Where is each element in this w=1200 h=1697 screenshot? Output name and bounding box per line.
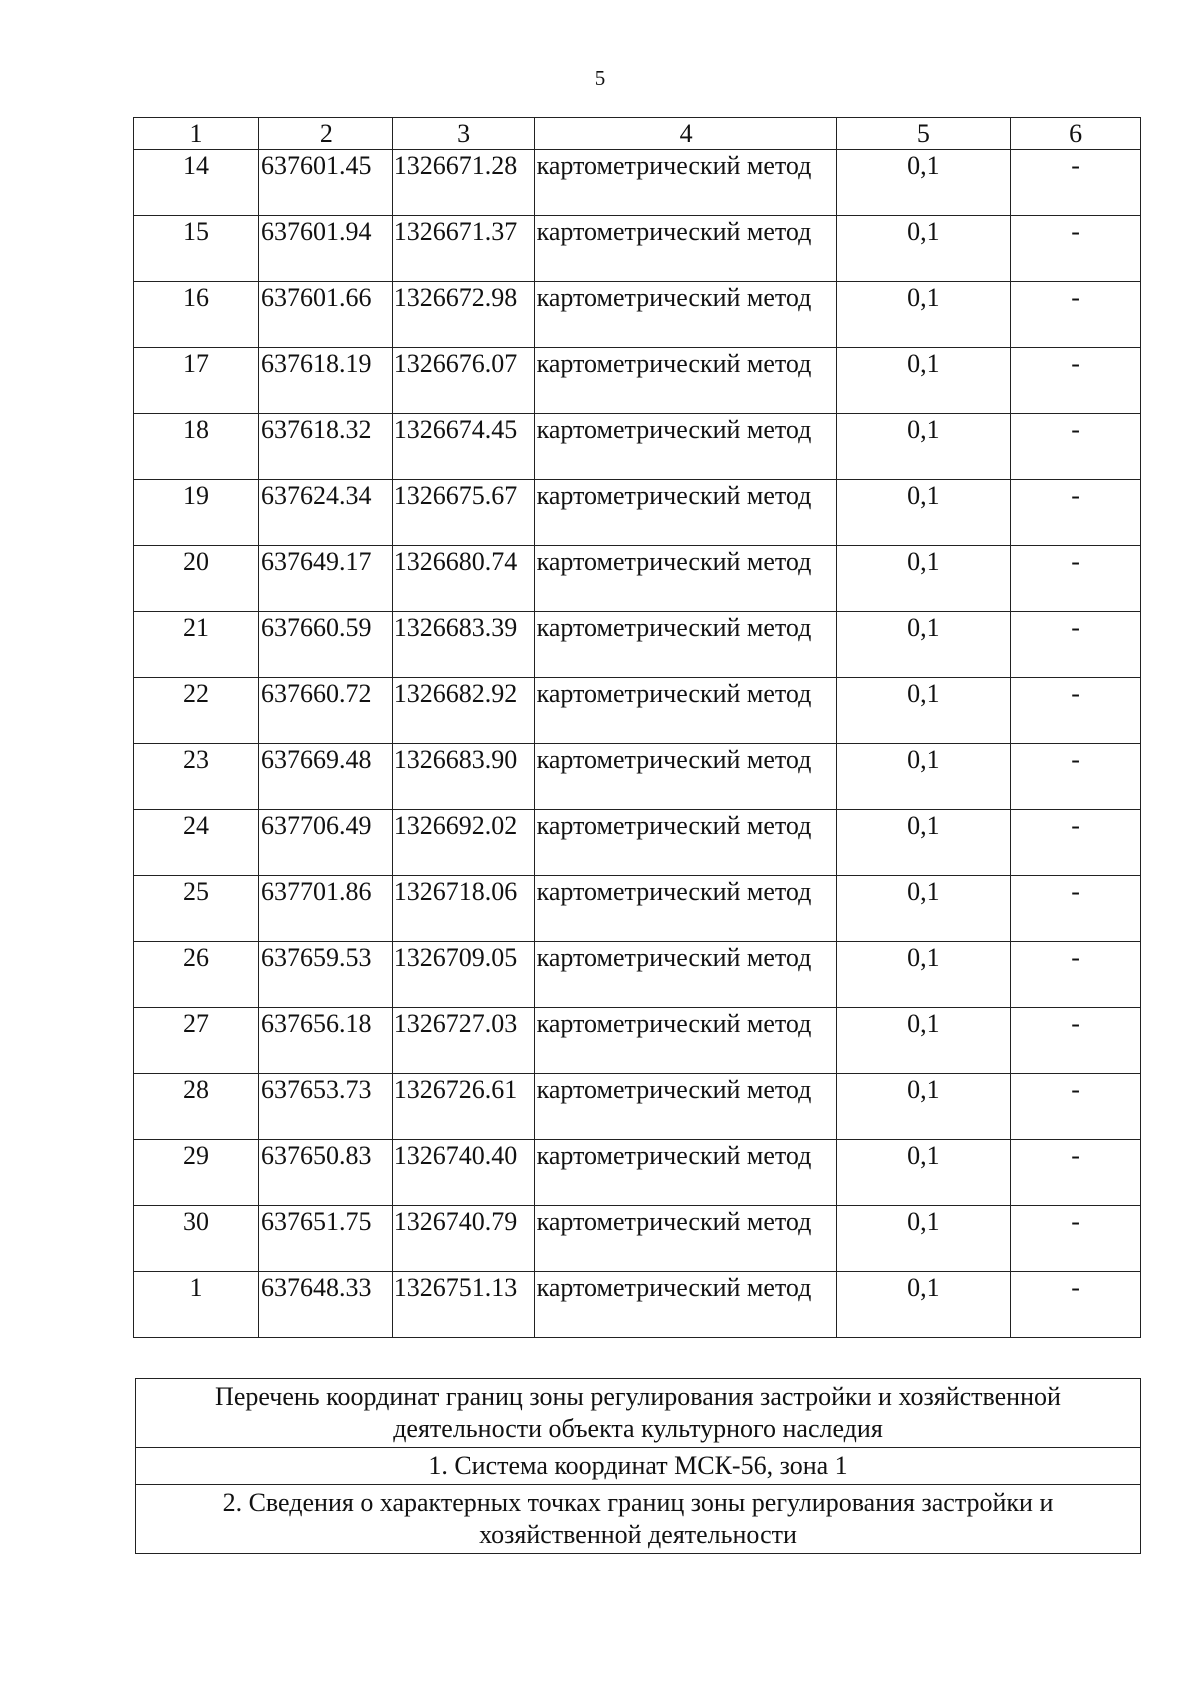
table-row	[134, 810, 1141, 876]
table-body	[134, 150, 1141, 1338]
cell-accuracy: 0,1	[836, 480, 1011, 546]
table-row	[134, 546, 1141, 612]
cell-y-coordinate: 1326727.03	[392, 1008, 534, 1074]
cell-x-coordinate: 637659.53	[258, 942, 392, 1008]
cell-method: картометрический метод	[534, 1272, 836, 1338]
cell-method: картометрический метод	[534, 1140, 836, 1206]
cell-note: -	[1011, 1008, 1141, 1074]
table-row	[134, 150, 1141, 216]
cell-note: -	[1011, 810, 1141, 876]
page-number: 5	[594, 66, 606, 90]
cell-y-coordinate: 1326671.28	[392, 150, 534, 216]
cell-point-number: 1	[134, 1272, 259, 1338]
header-col-4: 4	[534, 118, 836, 150]
cell-note: -	[1011, 150, 1141, 216]
cell-x-coordinate: 637618.32	[258, 414, 392, 480]
table-row	[134, 744, 1141, 810]
cell-x-coordinate: 637601.66	[258, 282, 392, 348]
table-header-row	[134, 118, 1141, 150]
cell-y-coordinate: 1326675.67	[392, 480, 534, 546]
cell-y-coordinate: 1326671.37	[392, 216, 534, 282]
cell-note: -	[1011, 1140, 1141, 1206]
cell-method: картометрический метод	[534, 348, 836, 414]
cell-x-coordinate: 637660.72	[258, 678, 392, 744]
table-row	[134, 876, 1141, 942]
table-row	[134, 1008, 1141, 1074]
cell-point-number: 23	[134, 744, 259, 810]
cell-note: -	[1011, 348, 1141, 414]
header-col-1: 1	[134, 118, 259, 150]
cell-point-number: 15	[134, 216, 259, 282]
header-col-5: 5	[836, 118, 1011, 150]
cell-point-number: 17	[134, 348, 259, 414]
cell-accuracy: 0,1	[836, 876, 1011, 942]
cell-method: картометрический метод	[534, 282, 836, 348]
cell-method: картометрический метод	[534, 744, 836, 810]
cell-accuracy: 0,1	[836, 150, 1011, 216]
table-row	[134, 1140, 1141, 1206]
cell-accuracy: 0,1	[836, 414, 1011, 480]
cell-note: -	[1011, 414, 1141, 480]
cell-y-coordinate: 1326683.39	[392, 612, 534, 678]
cell-method: картометрический метод	[534, 480, 836, 546]
cell-y-coordinate: 1326709.05	[392, 942, 534, 1008]
cell-x-coordinate: 637648.33	[258, 1272, 392, 1338]
cell-x-coordinate: 637601.45	[258, 150, 392, 216]
cell-x-coordinate: 637701.86	[258, 876, 392, 942]
cell-method: картометрический метод	[534, 414, 836, 480]
table-row	[134, 282, 1141, 348]
cell-note: -	[1011, 942, 1141, 1008]
cell-note: -	[1011, 1272, 1141, 1338]
cell-accuracy: 0,1	[836, 1074, 1011, 1140]
cell-accuracy: 0,1	[836, 216, 1011, 282]
cell-accuracy: 0,1	[836, 810, 1011, 876]
cell-point-number: 28	[134, 1074, 259, 1140]
cell-accuracy: 0,1	[836, 678, 1011, 744]
cell-y-coordinate: 1326674.45	[392, 414, 534, 480]
cell-x-coordinate: 637660.59	[258, 612, 392, 678]
coordinates-table	[133, 117, 1141, 1338]
cell-point-number: 29	[134, 1140, 259, 1206]
info-block-table	[135, 1378, 1141, 1554]
cell-y-coordinate: 1326680.74	[392, 546, 534, 612]
points-info: 2. Сведения о характерных точках границ зоны регулирования застройки и хозяйственной деятельности	[136, 1485, 1141, 1554]
cell-x-coordinate: 637601.94	[258, 216, 392, 282]
table-row	[134, 1272, 1141, 1338]
coordinate-system: 1. Система координат МСК-56, зона 1	[136, 1448, 1141, 1485]
cell-note: -	[1011, 282, 1141, 348]
cell-method: картометрический метод	[534, 876, 836, 942]
table-row	[134, 612, 1141, 678]
cell-y-coordinate: 1326740.79	[392, 1206, 534, 1272]
cell-method: картометрический метод	[534, 546, 836, 612]
cell-method: картометрический метод	[534, 612, 836, 678]
cell-point-number: 26	[134, 942, 259, 1008]
cell-method: картометрический метод	[534, 216, 836, 282]
cell-accuracy: 0,1	[836, 612, 1011, 678]
info-title: Перечень координат границ зоны регулирования застройки и хозяйственной деятельности объекта культурного наследия	[136, 1379, 1141, 1448]
table-row	[134, 414, 1141, 480]
cell-note: -	[1011, 612, 1141, 678]
cell-x-coordinate: 637706.49	[258, 810, 392, 876]
cell-note: -	[1011, 546, 1141, 612]
cell-note: -	[1011, 744, 1141, 810]
cell-point-number: 30	[134, 1206, 259, 1272]
cell-y-coordinate: 1326726.61	[392, 1074, 534, 1140]
cell-note: -	[1011, 876, 1141, 942]
table-row	[134, 942, 1141, 1008]
cell-x-coordinate: 637656.18	[258, 1008, 392, 1074]
cell-accuracy: 0,1	[836, 1008, 1011, 1074]
cell-y-coordinate: 1326676.07	[392, 348, 534, 414]
cell-method: картометрический метод	[534, 1206, 836, 1272]
cell-accuracy: 0,1	[836, 1140, 1011, 1206]
cell-accuracy: 0,1	[836, 546, 1011, 612]
table-row	[134, 216, 1141, 282]
cell-method: картометрический метод	[534, 1008, 836, 1074]
header-col-3: 3	[392, 118, 534, 150]
header-col-6: 6	[1011, 118, 1141, 150]
cell-x-coordinate: 637653.73	[258, 1074, 392, 1140]
cell-y-coordinate: 1326718.06	[392, 876, 534, 942]
cell-accuracy: 0,1	[836, 282, 1011, 348]
cell-y-coordinate: 1326672.98	[392, 282, 534, 348]
cell-point-number: 14	[134, 150, 259, 216]
cell-note: -	[1011, 678, 1141, 744]
header-col-2: 2	[258, 118, 392, 150]
cell-point-number: 20	[134, 546, 259, 612]
table-row	[134, 1206, 1141, 1272]
cell-y-coordinate: 1326682.92	[392, 678, 534, 744]
cell-note: -	[1011, 480, 1141, 546]
cell-note: -	[1011, 216, 1141, 282]
cell-accuracy: 0,1	[836, 1272, 1011, 1338]
cell-y-coordinate: 1326751.13	[392, 1272, 534, 1338]
cell-method: картометрический метод	[534, 942, 836, 1008]
cell-note: -	[1011, 1074, 1141, 1140]
cell-point-number: 16	[134, 282, 259, 348]
cell-method: картометрический метод	[534, 150, 836, 216]
cell-point-number: 18	[134, 414, 259, 480]
cell-accuracy: 0,1	[836, 348, 1011, 414]
table-row	[134, 348, 1141, 414]
cell-x-coordinate: 637649.17	[258, 546, 392, 612]
cell-point-number: 27	[134, 1008, 259, 1074]
cell-method: картометрический метод	[534, 678, 836, 744]
cell-point-number: 24	[134, 810, 259, 876]
table-row	[134, 1074, 1141, 1140]
cell-x-coordinate: 637624.34	[258, 480, 392, 546]
cell-x-coordinate: 637618.19	[258, 348, 392, 414]
cell-method: картометрический метод	[534, 810, 836, 876]
cell-accuracy: 0,1	[836, 1206, 1011, 1272]
cell-y-coordinate: 1326740.40	[392, 1140, 534, 1206]
table-row	[134, 678, 1141, 744]
cell-point-number: 22	[134, 678, 259, 744]
cell-point-number: 21	[134, 612, 259, 678]
cell-method: картометрический метод	[534, 1074, 836, 1140]
cell-point-number: 25	[134, 876, 259, 942]
cell-y-coordinate: 1326692.02	[392, 810, 534, 876]
cell-accuracy: 0,1	[836, 744, 1011, 810]
table-row	[134, 480, 1141, 546]
cell-note: -	[1011, 1206, 1141, 1272]
cell-x-coordinate: 637650.83	[258, 1140, 392, 1206]
cell-point-number: 19	[134, 480, 259, 546]
cell-x-coordinate: 637669.48	[258, 744, 392, 810]
cell-x-coordinate: 637651.75	[258, 1206, 392, 1272]
cell-y-coordinate: 1326683.90	[392, 744, 534, 810]
cell-accuracy: 0,1	[836, 942, 1011, 1008]
